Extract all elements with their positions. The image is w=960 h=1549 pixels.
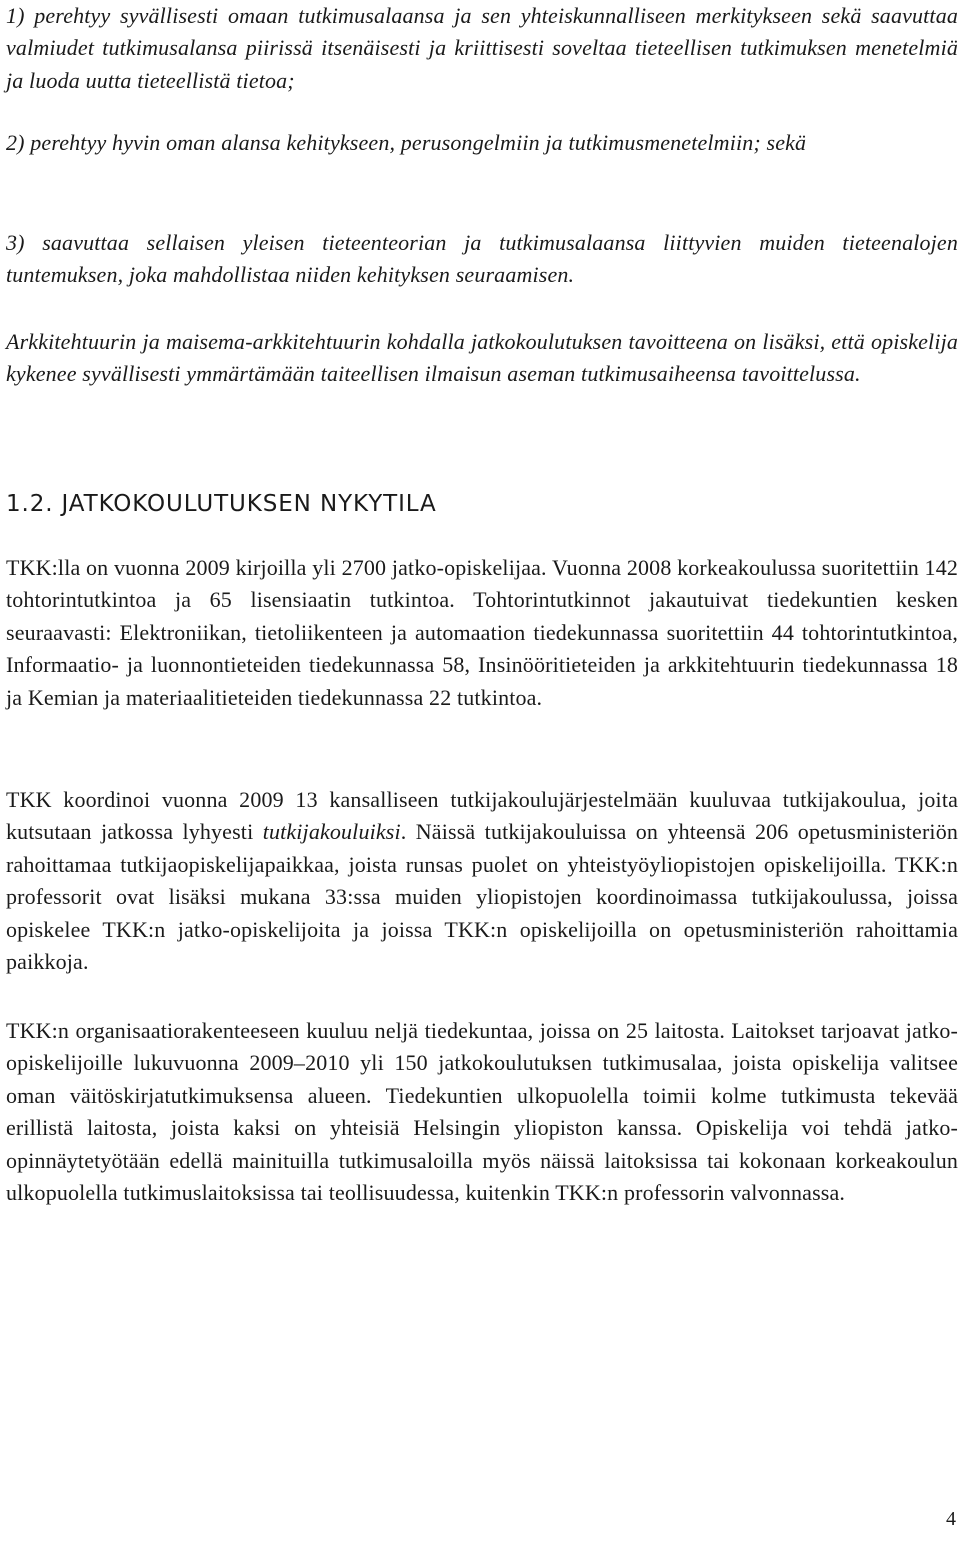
objective-item-3: 3) saavuttaa sellaisen yleisen tieteenteorian ja tutkimusalaansa liittyvien muiden tieteenalojen tuntemuksen, joka mahdollistaa niiden kehityksen seuraamisen. [6,230,958,288]
architecture-paragraph: Arkkitehtuurin ja maisema-arkkitehtuurin kohdalla jatkokoulutuksen tavoitteena on lisäksi, että opiskelija kykenee syvällisesti ymmärtämään taiteellisen ilmaisun aseman tutkimusaiheensa tavoittelussa. [6,329,958,387]
section-title: JATKOKOULUTUKSEN NYKYTILA [61,491,437,517]
body-paragraph-organisation: TKK:n organisaatiorakenteeseen kuuluu neljä tiedekuntaa, joissa on 25 laitosta. Laitokset tarjoavat jatko-opiskelijoille lukuvuonna 2009–2010 yli 150 jatkokoulutuksen tutkimusalaa, joista opiskelija valitsee oman väitöskirjatutkimuksensa alueen. Tiedekuntien ulkopuolella toimii kolme tutkimusta tekevää erillistä laitosta, joista kaksi on yhteisiä Helsingin yliopiston kanssa. Opiskelija voi tehdä jatko-opinnäytetyötään edellä mainituilla tutkimusaloilla myös näissä laitoksissa tai kokonaan korkeakoulun ulkopuolella tutkimuslaitoksissa tai teollisuudessa, kuitenkin TKK:n professorin valvonnassa. [6,1018,958,1206]
emphasized-term: tutkijakouluiksi [262,819,401,845]
body-paragraph-doctoral-degrees: TKK:lla on vuonna 2009 kirjoilla yli 2700 jatko-opiskelijaa. Vuonna 2008 korkeakoulussa suoritettiin 142 tohtorintutkintoa ja 65 lisensiaatin tutkintoa. Tohtorintutkinnot jakautuivat tiedekuntien kesken seuraavasti: Elektroniikan, tietoliikenteen ja automaation tiedekunnassa suoritettiin 44 tohtorintutkintoa, Informaatio- ja luonnontieteiden tiedekunnassa 58, Insinööritieteiden ja arkkitehtuurin tiedekunnassa 18 ja Kemian ja materiaalitieteiden tiedekunnassa 22 tutkintoa. [6,555,958,710]
objective-item-1: 1) perehtyy syvällisesti omaan tutkimusalaansa ja sen yhteiskunnalliseen merkitykseen sekä saavuttaa valmiudet tutkimusalansa piirissä itsenäisesti ja kriittisesti soveltaa tieteellisen tutkimuksen menetelmiä ja luoda uutta tieteellistä tietoa; [6,3,958,93]
paragraph-text: . Näissä tutkijakouluissa on yhteensä 206 opetusministeriön rahoittamaa tutkijaopiskelijapaikkaa, joista runsas puolet on yhteistyöyliopistojen opiskelijoilla. TKK:n professorit ovat lisäksi mukana 33:ssa muiden yliopistojen koordinoimassa tutkijakoulussa, joissa opiskelee TKK:n jatko-opiskelijoita ja joissa TKK:n opiskelijoilla on opetusministeriön rahoittamia paikkoja. [6,819,958,975]
body-paragraph-graduate-schools [6,784,958,978]
paragraph-text: TKK koordinoi vuonna 2009 13 kansalliseen tutkijakoulujärjestelmään kuuluvaa tutkijakoulua, joita kutsutaan jatkossa lyhyesti [6,787,958,845]
section-heading [6,491,437,517]
objective-item-2: 2) perehtyy hyvin oman alansa kehitykseen, perusongelmiin ja tutkimusmenetelmiin; sekä [6,130,807,155]
page-number: 4 [946,1508,956,1530]
section-number: 1.2. [6,491,54,517]
